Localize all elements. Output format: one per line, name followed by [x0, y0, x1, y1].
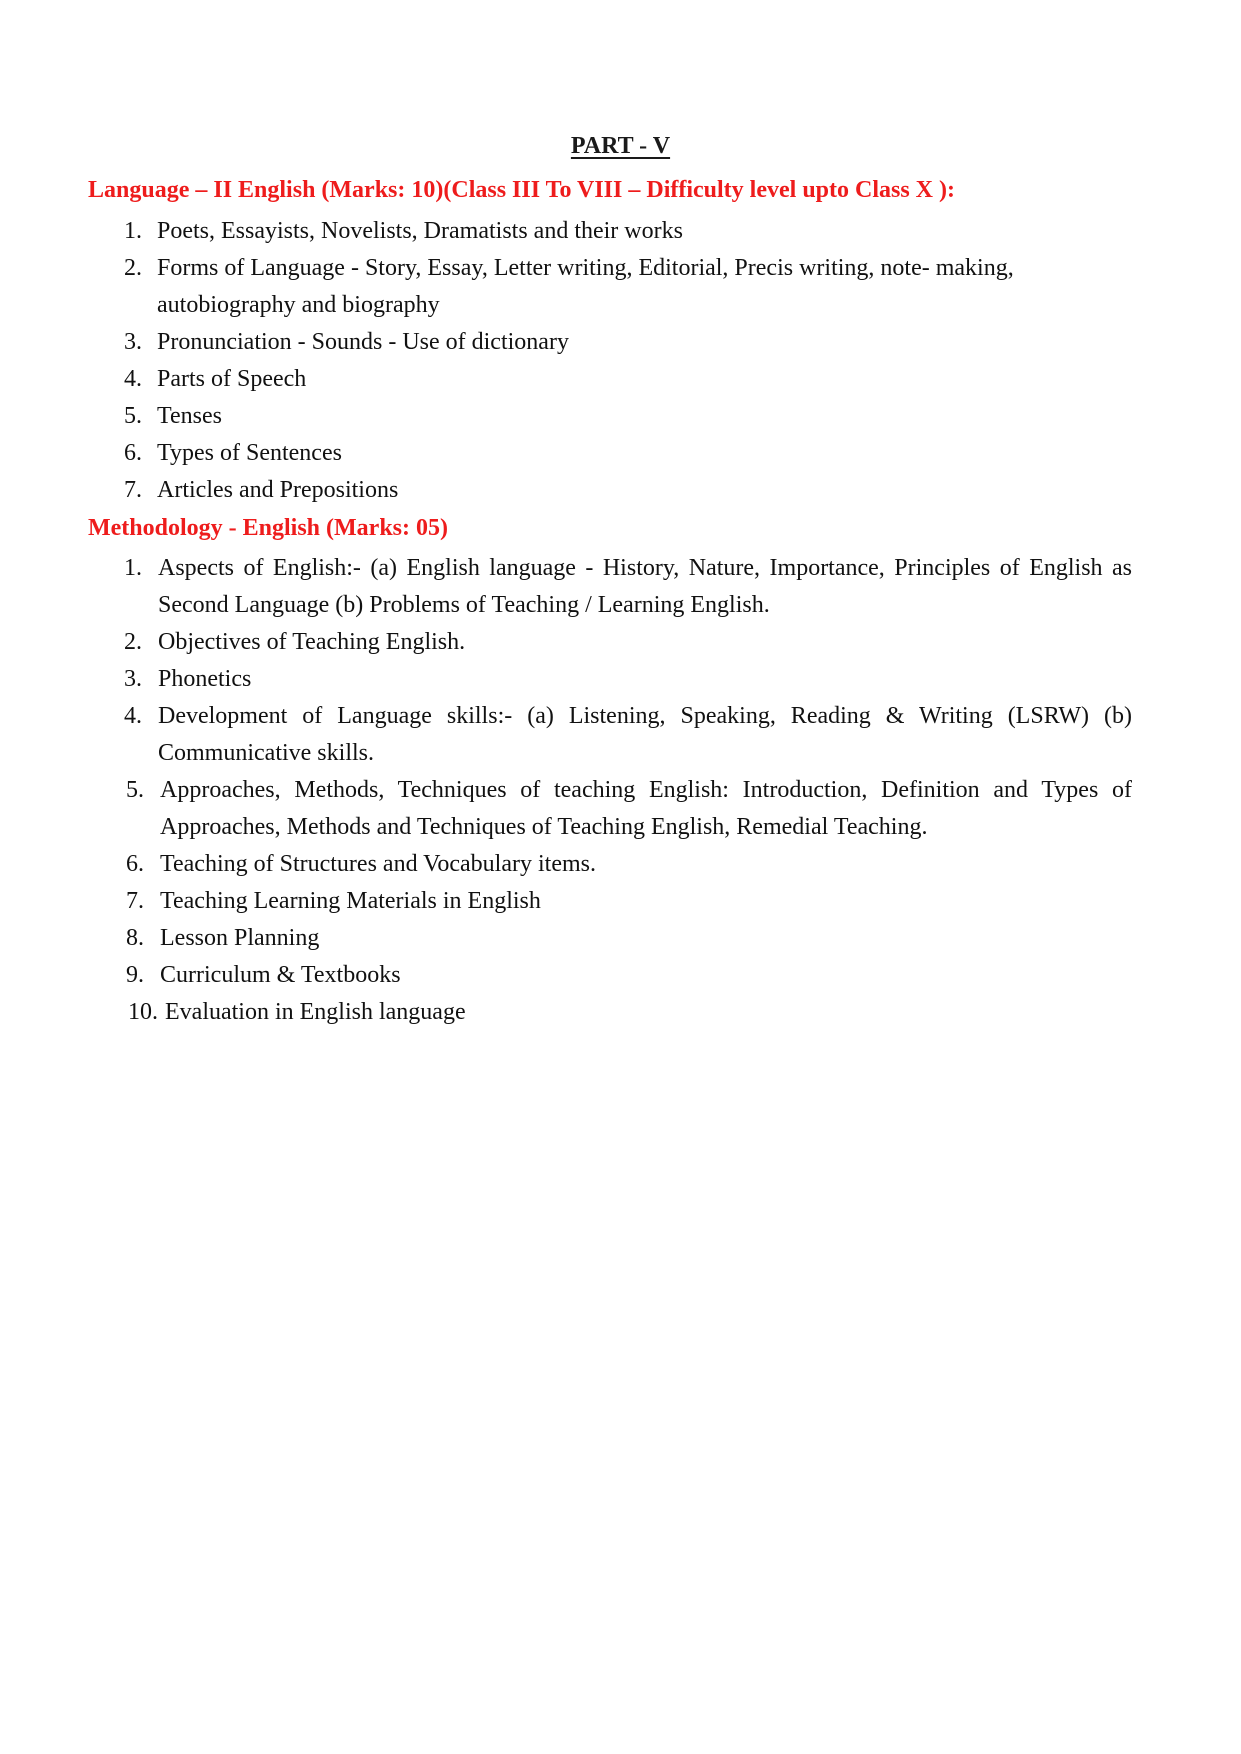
item-number: 5. — [126, 777, 144, 803]
item-text: Articles and Prepositions — [157, 477, 399, 503]
item-text: Communicative skills. — [158, 740, 374, 766]
section-heading-methodology-english: Methodology - English (Marks: 05) — [88, 515, 448, 541]
item-text: Teaching of Structures and Vocabulary items. — [160, 851, 596, 877]
item-text: Lesson Planning — [160, 925, 320, 951]
item-number: 3. — [124, 329, 142, 355]
section-heading-language-english: Language – II English (Marks: 10)(Class III To VIII – Difficulty level upto Class X ): — [88, 177, 955, 203]
item-number: 6. — [124, 440, 142, 466]
item-number: 4. — [124, 703, 142, 729]
item-text: Aspects of English:- (a) English language - History, Nature, Importance, Principles of English as — [158, 555, 1132, 581]
item-number: 9. — [126, 962, 144, 988]
item-number: 2. — [124, 629, 142, 655]
item-text: Poets, Essayists, Novelists, Dramatists and their works — [157, 218, 683, 244]
item-text: Approaches, Methods, Techniques of teaching English: Introduction, Definition and Types of — [160, 777, 1132, 803]
item-number: 10. — [128, 999, 158, 1025]
page-title — [0, 133, 1241, 160]
item-number: 5. — [124, 403, 142, 429]
item-number: 7. — [124, 477, 142, 503]
item-text: Phonetics — [158, 666, 252, 692]
item-text: Types of Sentences — [157, 440, 342, 466]
item-number: 1. — [124, 555, 142, 581]
item-number: 2. — [124, 255, 142, 281]
item-text: Evaluation in English language — [165, 999, 466, 1025]
item-text: Second Language (b) Problems of Teaching / Learning English. — [158, 592, 770, 618]
item-number: 3. — [124, 666, 142, 692]
item-number: 7. — [126, 888, 144, 914]
item-text: Forms of Language - Story, Essay, Letter writing, Editorial, Precis writing, note- making, — [157, 255, 1014, 281]
item-number: 6. — [126, 851, 144, 877]
item-text: Parts of Speech — [157, 366, 307, 392]
item-text: Pronunciation - Sounds - Use of dictionary — [157, 329, 569, 355]
item-text: Tenses — [157, 403, 222, 429]
item-text: Development of Language skills:- (a) Listening, Speaking, Reading & Writing (LSRW) (b) — [158, 703, 1132, 729]
item-number: 8. — [126, 925, 144, 951]
item-number: 4. — [124, 366, 142, 392]
item-number: 1. — [124, 218, 142, 244]
item-text: autobiography and biography — [157, 292, 440, 318]
item-text: Teaching Learning Materials in English — [160, 888, 541, 914]
item-text: Curriculum & Textbooks — [160, 962, 401, 988]
item-text: Approaches, Methods and Techniques of Teaching English, Remedial Teaching. — [160, 814, 928, 840]
page-title-text: PART - V — [570, 133, 671, 159]
item-text: Objectives of Teaching English. — [158, 629, 466, 655]
